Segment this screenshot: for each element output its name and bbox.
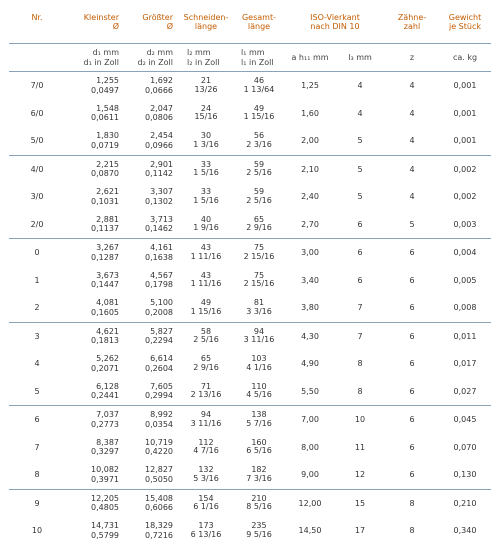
- cell-l3: 4: [357, 108, 363, 118]
- cell-l3: 5: [357, 192, 363, 202]
- cell-nr: 6/0: [30, 108, 44, 118]
- cell-d2: 5,827 0,2294: [145, 326, 173, 346]
- cell-kg: 0,045: [453, 415, 477, 425]
- cell-nr: 4/0: [30, 164, 44, 174]
- unit-l3: l₃ mm: [335, 44, 385, 72]
- table-row: [9, 322, 491, 350]
- cell-a: 2,40: [301, 192, 319, 202]
- cell-d1: 7,037 0,2773: [91, 410, 119, 429]
- unit-d1: d₁ mm d₁ in Zoll: [65, 44, 125, 72]
- header-row: [9, 10, 491, 44]
- unit-l1: l₁ mm l₁ in Zoll: [233, 44, 285, 72]
- cell-a: 14,50: [298, 526, 322, 536]
- cell-kg: 0,027: [439, 378, 491, 406]
- cell-l1: 75 2 15/16: [243, 270, 275, 289]
- cell-nr: 5/0: [9, 127, 65, 155]
- cell-a: 2,00: [285, 127, 335, 155]
- cell-kg: 0,001: [453, 108, 477, 118]
- cell-l3: 8: [357, 359, 363, 369]
- unit-z: z: [385, 44, 439, 72]
- cell-d2: 1,692 0,0666: [145, 76, 173, 95]
- cell-d2: 12,827 0,5050: [125, 461, 179, 489]
- unit-a: a h₁₁ mm: [285, 44, 335, 72]
- cell-a: 5,50: [285, 378, 335, 406]
- cell-l2: 21 13/26: [194, 76, 218, 94]
- cell-l2: 71 2 13/16: [179, 378, 233, 406]
- table-row: [9, 350, 491, 378]
- cell-l3: 15: [354, 498, 366, 508]
- cell-a: 4,90: [301, 359, 319, 369]
- table-row: [9, 155, 491, 183]
- cell-l3: 8: [335, 378, 385, 406]
- cell-kg: 0,004: [453, 248, 477, 258]
- cell-z: 6: [385, 461, 439, 489]
- cell-z: 6: [409, 275, 415, 285]
- unit-nr: [9, 44, 65, 72]
- cell-d1: 2,215 0,0870: [91, 159, 119, 179]
- cell-kg: 0,003: [439, 211, 491, 239]
- cell-d2: 4,161 0,1638: [145, 243, 173, 262]
- table-row: [9, 72, 491, 100]
- cell-l3: 12: [335, 461, 385, 489]
- cell-l2: 30 1 3/16: [179, 127, 233, 155]
- unit-kg: ca. kg: [439, 44, 491, 72]
- unit-d2: d₂ mm d₂ in Zoll: [125, 44, 179, 72]
- cell-d2: 2,047 0,0806: [145, 103, 173, 123]
- cell-l1: 160 6 5/16: [246, 437, 272, 456]
- cell-d1: 6,128 0,2441: [65, 378, 125, 406]
- header-gesamtlaenge: Gesamt- länge: [233, 10, 285, 44]
- header-zaehnezahl: Zähne- zahl: [385, 10, 439, 44]
- cell-l1: 138 5 7/16: [246, 410, 272, 428]
- cell-d2: 15,408 0,6066: [145, 493, 173, 513]
- cell-nr: 8: [9, 461, 65, 489]
- cell-d2: 5,100 0,2008: [125, 294, 179, 322]
- cell-nr: 6: [34, 415, 40, 425]
- cell-z: 6: [385, 294, 439, 322]
- table-row: [9, 294, 491, 322]
- header-nr: Nr.: [9, 10, 65, 44]
- cell-l1: 210 8 5/16: [246, 493, 272, 512]
- cell-kg: 0,002: [453, 164, 477, 174]
- cell-a: 4,30: [301, 331, 319, 341]
- cell-l1: 235 9 5/16: [246, 521, 272, 539]
- cell-l2: 40 1 9/16: [179, 211, 233, 239]
- table-row: [9, 461, 491, 489]
- cell-z: 4: [385, 127, 439, 155]
- table-body: [9, 72, 491, 545]
- cell-z: 6: [409, 415, 415, 425]
- cell-nr: 7: [34, 442, 40, 452]
- cell-l2: 173 6 13/16: [190, 521, 222, 539]
- cell-d2: 2,454 0,0966: [125, 127, 179, 155]
- units-row: [9, 44, 491, 72]
- header-groesster: Größter Ø: [125, 10, 179, 44]
- cell-z: 6: [385, 378, 439, 406]
- cell-a: 3,40: [301, 275, 319, 285]
- cell-a: 7,00: [301, 415, 319, 425]
- cell-z: 8: [409, 498, 415, 508]
- cell-d1: 8,387 0,3297: [91, 437, 119, 457]
- cell-d1: 1,830 0,0719: [65, 127, 125, 155]
- cell-nr: 1: [34, 275, 40, 285]
- cell-d1: 2,881 0,1137: [65, 211, 125, 239]
- cell-d2: 3,307 0,1302: [145, 187, 173, 206]
- cell-l1: 103 4 1/16: [246, 354, 272, 372]
- cell-l2: 33 1 5/16: [193, 159, 219, 178]
- cell-z: 4: [409, 192, 415, 202]
- cell-l3: 7: [357, 331, 363, 341]
- table-row: [9, 183, 491, 211]
- cell-z: 5: [385, 211, 439, 239]
- reamer-spec-table-container: [9, 10, 491, 545]
- cell-l1: 75 2 15/16: [243, 243, 275, 261]
- cell-nr: 3: [34, 331, 40, 341]
- cell-l1: 59 2 5/16: [246, 187, 272, 205]
- cell-l1: 81 3 3/16: [233, 294, 285, 322]
- cell-d1: 3,267 0,1287: [91, 243, 119, 262]
- cell-z: 6: [409, 442, 415, 452]
- cell-l1: 110 4 5/16: [233, 378, 285, 406]
- unit-l2: l₂ mm l₂ in Zoll: [179, 44, 233, 72]
- cell-kg: 0,017: [453, 359, 477, 369]
- cell-z: 6: [409, 248, 415, 258]
- cell-kg: 0,008: [439, 294, 491, 322]
- header-gewicht: Gewicht je Stück: [439, 10, 491, 44]
- table-row: [9, 211, 491, 239]
- cell-l1: 65 2 9/16: [233, 211, 285, 239]
- cell-l2: 65 2 9/16: [193, 354, 219, 372]
- cell-nr: 10: [31, 526, 43, 536]
- header-iso-vierkant: ISO-Vierkant nach DIN 10: [285, 10, 385, 44]
- cell-d2: 4,567 0,1798: [145, 270, 173, 290]
- cell-kg: 0,001: [453, 81, 477, 91]
- cell-d2: 18,329 0,7216: [145, 521, 173, 540]
- cell-nr: 9: [34, 498, 40, 508]
- table-row: [9, 100, 491, 128]
- cell-d2: 8,992 0,0354: [145, 410, 173, 429]
- table-row: [9, 406, 491, 434]
- cell-l2: 43 1 11/16: [190, 270, 222, 289]
- cell-d1: 5,262 0,2071: [91, 354, 119, 373]
- cell-a: 9,00: [285, 461, 335, 489]
- cell-d1: 14,731 0,5799: [91, 521, 119, 540]
- cell-l1: 49 1 15/16: [243, 103, 275, 122]
- cell-l1: 94 3 11/16: [243, 326, 275, 345]
- cell-z: 4: [409, 164, 415, 174]
- cell-kg: 0,130: [439, 461, 491, 489]
- cell-nr: 4: [34, 359, 40, 369]
- cell-l3: 17: [354, 526, 366, 536]
- cell-kg: 0,070: [453, 442, 477, 452]
- cell-l3: 5: [335, 127, 385, 155]
- cell-z: 8: [409, 526, 415, 536]
- cell-d2: 2,901 0,1142: [145, 159, 173, 179]
- table-row: [9, 517, 491, 545]
- cell-nr: 5: [9, 378, 65, 406]
- cell-d2: 7,605 0,2994: [125, 378, 179, 406]
- table-row: [9, 489, 491, 517]
- cell-d1: 1,548 0,0611: [91, 103, 119, 123]
- cell-z: 6: [409, 331, 415, 341]
- cell-l1: 46 1 13/64: [243, 76, 275, 94]
- cell-l2: 154 6 1/16: [193, 493, 219, 512]
- cell-kg: 0,340: [453, 526, 477, 536]
- table-row: [9, 239, 491, 267]
- cell-d2: 6,614 0,2604: [145, 354, 173, 373]
- cell-d1: 3,673 0,1447: [91, 270, 119, 290]
- cell-l1: 56 2 3/16: [233, 127, 285, 155]
- cell-a: 2,10: [301, 164, 319, 174]
- cell-l3: 5: [357, 164, 363, 174]
- cell-z: 4: [409, 81, 415, 91]
- cell-d1: 10,082 0,3971: [65, 461, 125, 489]
- cell-kg: 0,011: [453, 331, 477, 341]
- cell-a: 12,00: [298, 498, 322, 508]
- cell-kg: 0,001: [439, 127, 491, 155]
- cell-l3: 10: [354, 415, 366, 425]
- cell-l2: 33 1 5/16: [193, 187, 219, 205]
- cell-kg: 0,005: [453, 275, 477, 285]
- cell-l3: 6: [357, 275, 363, 285]
- cell-a: 1,25: [301, 81, 319, 91]
- cell-a: 3,00: [301, 248, 319, 258]
- cell-a: 8,00: [301, 442, 319, 452]
- cell-l2: 24 15/16: [194, 103, 218, 122]
- cell-l2: 49 1 15/16: [179, 294, 233, 322]
- cell-a: 1,60: [301, 108, 319, 118]
- cell-l3: 7: [335, 294, 385, 322]
- cell-l2: 58 2 5/16: [193, 326, 219, 345]
- cell-z: 6: [409, 359, 415, 369]
- table-row: [9, 434, 491, 462]
- cell-kg: 0,210: [453, 498, 477, 508]
- header-schneidenlaenge: Schneiden- länge: [179, 10, 233, 44]
- cell-d2: 10,719 0,4220: [145, 437, 173, 457]
- cell-l3: 6: [335, 211, 385, 239]
- cell-kg: 0,002: [453, 192, 477, 202]
- cell-nr: 2/0: [9, 211, 65, 239]
- cell-nr: 3/0: [30, 192, 44, 202]
- cell-l1: 182 7 3/16: [233, 461, 285, 489]
- header-kleinster: Kleinster Ø: [65, 10, 125, 44]
- cell-l3: 6: [357, 248, 363, 258]
- cell-d1: 12,205 0,4805: [91, 493, 119, 513]
- cell-d1: 4,621 0,1813: [91, 326, 119, 346]
- cell-l2: 132 5 3/16: [179, 461, 233, 489]
- cell-nr: 2: [9, 294, 65, 322]
- cell-a: 3,80: [285, 294, 335, 322]
- cell-a: 2,70: [285, 211, 335, 239]
- cell-l3: 11: [354, 442, 366, 452]
- cell-l3: 4: [357, 81, 363, 91]
- table-row: [9, 127, 491, 155]
- cell-d1: 4,081 0,1605: [65, 294, 125, 322]
- cell-d1: 1,255 0,0497: [91, 76, 119, 95]
- table-row: [9, 267, 491, 295]
- cell-nr: 7/0: [30, 81, 44, 91]
- cell-l2: 43 1 11/16: [190, 243, 222, 261]
- cell-l2: 94 3 11/16: [190, 410, 222, 428]
- table-row: [9, 378, 491, 406]
- cell-d2: 3,713 0,1462: [125, 211, 179, 239]
- cell-nr: 0: [34, 248, 40, 258]
- cell-d1: 2,621 0,1031: [91, 187, 119, 206]
- cell-z: 4: [409, 108, 415, 118]
- cell-l2: 112 4 7/16: [193, 437, 219, 456]
- reamer-spec-table: [9, 10, 491, 545]
- cell-l1: 59 2 5/16: [246, 159, 272, 178]
